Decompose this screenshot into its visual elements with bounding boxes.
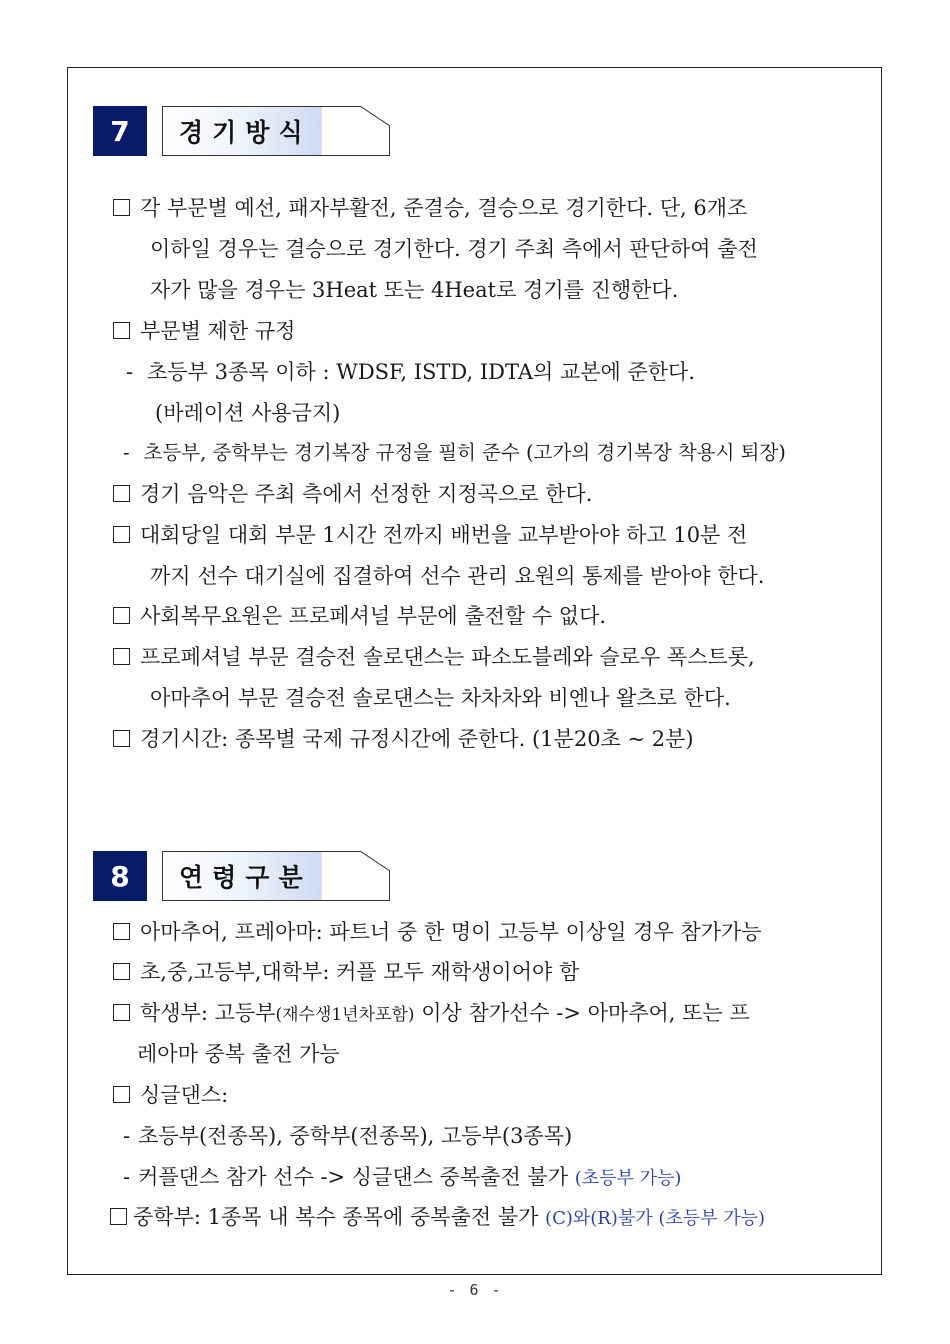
list-item-continuation: 자가 많을 경우는 3Heat 또는 4Heat로 경기를 진행한다. — [150, 278, 679, 302]
list-item: 초,중,고등부,대학부: 커플 모두 재학생이어야 함 — [113, 957, 579, 987]
list-item: 학생부: 고등부(재수생1년차포함) 이상 참가선수 -> 아마추어, 또는 프 — [113, 998, 750, 1028]
section-number-badge: 8 — [93, 851, 147, 901]
list-item: 대회당일 대회 부문 1시간 전까지 배번을 교부받아야 하고 10분 전 — [113, 520, 747, 550]
checkbox-square-icon — [113, 963, 130, 980]
list-item: 부문별 제한 규정 — [113, 316, 295, 346]
sub-item-continuation: (바레이션 사용금지) — [155, 401, 341, 425]
checkbox-square-icon — [113, 1086, 130, 1103]
list-item-continuation: 이하일 경우는 결승으로 경기한다. 경기 주최 측에서 판단하여 출전 — [150, 237, 758, 261]
list-item-continuation: 까지 선수 대기실에 집결하여 선수 관리 요원의 통제를 받아야 한다. — [150, 564, 765, 588]
list-item: 각 부문별 예선, 패자부활전, 준결승, 결승으로 경기한다. 단, 6개조 — [113, 193, 747, 223]
checkbox-square-icon — [110, 1208, 127, 1225]
list-item-continuation: 아마추어 부문 결승전 솔로댄스는 차차차와 비엔나 왈츠로 한다. — [150, 686, 731, 710]
list-item: 경기 음악은 주최 측에서 선정한 지정곡으로 한다. — [113, 479, 592, 509]
checkbox-square-icon — [113, 1004, 130, 1021]
list-item: 경기시간: 종목별 국제 규정시간에 준한다. (1분20초 ~ 2분) — [113, 724, 694, 754]
checkbox-square-icon — [113, 199, 130, 216]
list-item: 중학부: 1종목 내 복수 종목에 중복출전 불가 (C)와(R)불가 (초등부 가능) — [110, 1202, 765, 1232]
dash-bullet: - — [123, 1165, 131, 1189]
list-item: 사회복무요원은 프로페셔널 부문에 출전할 수 없다. — [113, 601, 606, 631]
checkbox-square-icon — [113, 607, 130, 624]
checkbox-square-icon — [113, 526, 130, 543]
section-title: 연령구분 — [179, 863, 312, 892]
note-text: (C)와(R)불가 (초등부 가능) — [545, 1208, 766, 1229]
list-item: 싱글댄스: — [113, 1080, 228, 1110]
checkbox-square-icon — [113, 923, 130, 940]
sub-item: - 커플댄스 참가 선수 -> 싱글댄스 중복출전 불가 (초등부 가능) — [123, 1162, 681, 1192]
list-item-continuation: 레아마 중복 출전 가능 — [137, 1042, 340, 1066]
dash-bullet: - — [126, 360, 134, 384]
section-title: 경기방식 — [179, 118, 312, 147]
folded-corner-icon — [360, 106, 390, 126]
dash-bullet: - — [123, 1124, 131, 1148]
sub-item: - 초등부, 중학부는 경기복장 규정을 필히 준수 (고가의 경기복장 착용시 퇴장) — [123, 438, 786, 468]
list-item: 아마추어, 프레아마: 파트너 중 한 명이 고등부 이상일 경우 참가가능 — [113, 917, 762, 947]
folded-corner-icon — [360, 851, 390, 871]
page-number: - 6 - — [447, 1281, 503, 1299]
checkbox-square-icon — [113, 322, 130, 339]
dash-bullet: - — [123, 441, 130, 464]
checkbox-square-icon — [113, 730, 130, 747]
section-7-heading — [93, 106, 393, 156]
checkbox-square-icon — [113, 648, 130, 665]
sub-item: - 초등부(전종목), 중학부(전종목), 고등부(3종목) — [123, 1121, 572, 1151]
checkbox-square-icon — [113, 485, 130, 502]
note-text: (초등부 가능) — [574, 1168, 682, 1189]
section-number-badge: 7 — [93, 106, 147, 156]
sub-item: - 초등부 3종목 이하 : WDSF, ISTD, IDTA의 교본에 준한다. — [126, 357, 695, 387]
list-item: 프로페셔널 부문 결승전 솔로댄스는 파소도블레와 슬로우 폭스트롯, — [113, 642, 755, 672]
section-8-heading — [93, 851, 393, 901]
